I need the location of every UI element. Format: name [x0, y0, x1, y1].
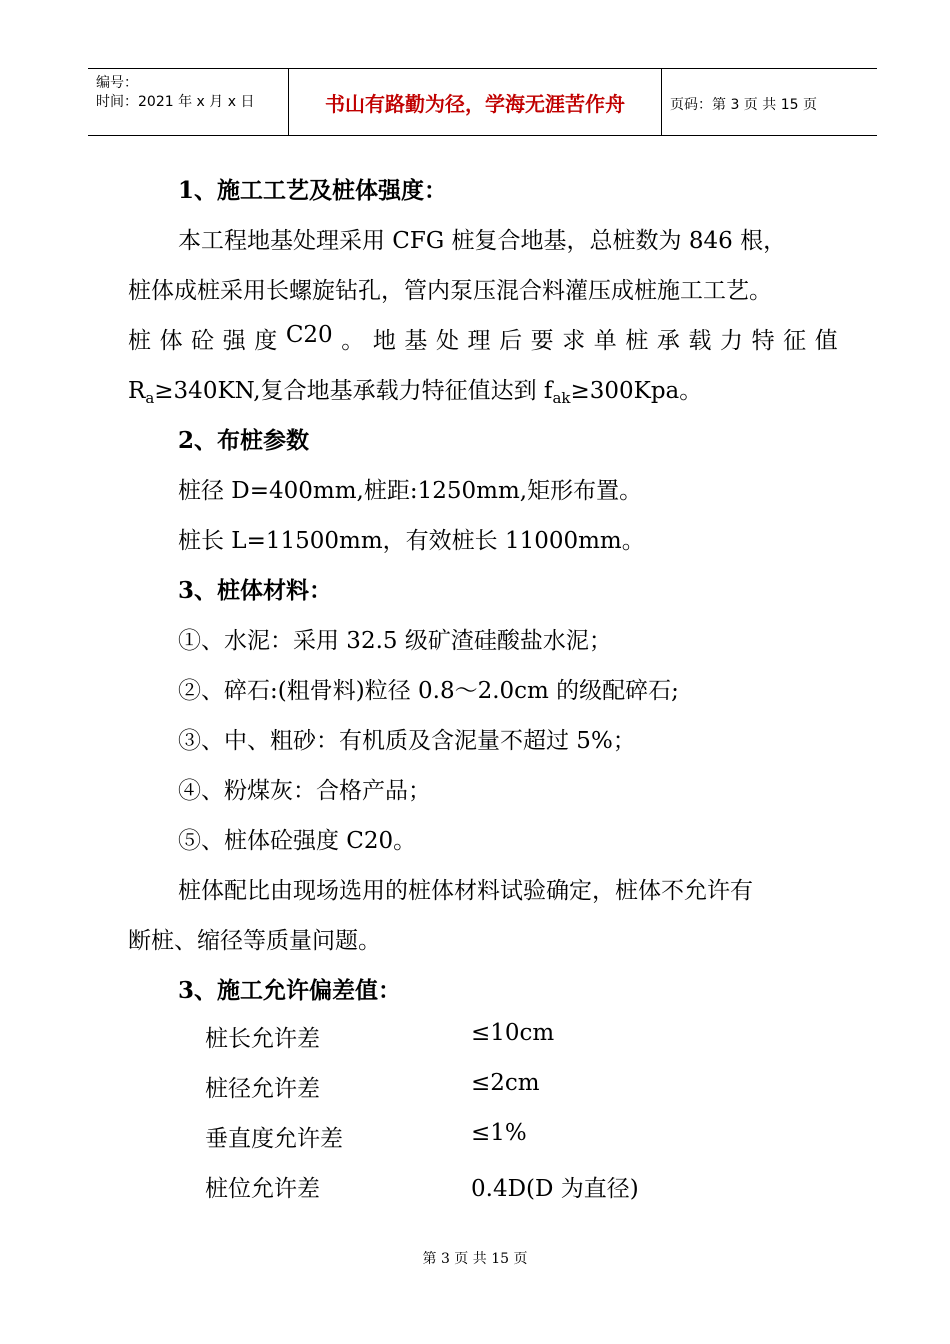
p1-line3-char: 值	[814, 328, 838, 354]
mix-paragraph-line-2: 断桩、缩径等质量问题。	[128, 928, 381, 954]
tolerance-value: ≤2cm	[471, 1070, 540, 1096]
p1-line3-char: 承	[656, 328, 680, 354]
pile-length-text: 桩长 L=11500mm，有效桩长 11000mm。	[178, 528, 645, 554]
p1-line3-char: 单	[593, 328, 617, 354]
line-4-end: ≥300Kpa。	[570, 378, 703, 404]
p1-line3-char: 度	[254, 328, 278, 354]
p1-line3-char: 桩	[128, 328, 151, 354]
header-top-rule	[88, 68, 877, 69]
ra-subscript: a	[145, 389, 155, 407]
header-motto: 书山有路勤为径，学海无涯苦作舟	[325, 92, 625, 116]
p1-line3-char: 理	[467, 328, 491, 354]
pile-diameter-text: 桩径 D=400mm,桩距:1250mm,矩形布置。	[178, 478, 643, 504]
p1-line3-char: 。	[341, 328, 365, 354]
paragraph-1-line-2: 桩体成桩采用长螺旋钻孔，管内泵压混合料灌压成桩施工工艺。	[128, 278, 772, 304]
tolerance-value: ≤1%	[471, 1120, 527, 1146]
tolerance-label: 垂直度允许差	[205, 1126, 343, 1152]
p1-line3-char: 处	[435, 328, 459, 354]
p1-line3-char: 强	[222, 328, 246, 354]
paragraph-1-line-4	[128, 372, 702, 407]
tolerance-value: 0.4D(D 为直径)	[471, 1176, 639, 1202]
p1-line3-char: 桩	[625, 328, 649, 354]
p1-line3-char: 要	[530, 328, 554, 354]
mix-paragraph-line-1: 桩体配比由现场选用的桩体材料试验确定，桩体不允许有	[178, 878, 753, 904]
p1-line3-char: C20	[285, 322, 333, 348]
paragraph-1-line-1: 本工程地基处理采用 CFG 桩复合地基，总桩数为 846 根，	[178, 228, 787, 254]
tolerance-label: 桩位允许差	[205, 1176, 320, 1202]
p1-line3-char: 力	[720, 328, 743, 354]
material-item: ③、中、粗砂：有机质及含泥量不超过 5%；	[178, 728, 636, 754]
fak-subscript: ak	[552, 389, 571, 407]
p1-line3-char: 地	[372, 328, 396, 354]
p1-line3-char: 载	[688, 328, 712, 354]
tolerance-value: ≤10cm	[471, 1020, 555, 1046]
header-divider-right	[661, 68, 662, 136]
header-bottom-rule	[88, 135, 877, 136]
line-4-middle: ≥340KN,复合地基承载力特征值达到 f	[154, 378, 553, 404]
section-heading-1: 1、施工工艺及桩体强度：	[178, 177, 448, 204]
tolerance-label: 桩长允许差	[205, 1026, 320, 1052]
p1-line3-char: 求	[562, 328, 586, 354]
section-heading-2: 2、布桩参数	[178, 427, 310, 454]
header-divider-left	[288, 68, 289, 136]
ra-symbol: R	[128, 378, 146, 404]
material-item: ⑤、桩体砼强度 C20。	[178, 828, 417, 854]
header-page-info: 页码：第 3 页 共 15 页	[670, 97, 817, 113]
p1-line3-char: 后	[499, 328, 523, 354]
page-footer: 第 3 页 共 15 页	[422, 1251, 528, 1267]
section-heading-3: 3、桩体材料：	[178, 577, 333, 604]
paragraph-1-line-3	[128, 322, 838, 355]
header-number-label: 编号：	[96, 75, 138, 91]
header-time-label: 时间：2021 年 x 月 x 日	[96, 94, 255, 110]
p1-line3-char: 基	[404, 328, 428, 354]
material-item: ②、碎石:(粗骨料)粒径 0.8～2.0cm 的级配碎石;	[178, 678, 679, 704]
p1-line3-char: 砼	[191, 328, 215, 354]
material-item: ④、粉煤灰：合格产品；	[178, 778, 431, 804]
p1-line3-char: 征	[783, 328, 807, 354]
p1-line3-char: 体	[159, 328, 183, 354]
p1-line3-char: 特	[751, 328, 775, 354]
material-item: ①、水泥：采用 32.5 级矿渣硅酸盐水泥；	[178, 628, 612, 654]
section-heading-4: 3、施工允许偏差值：	[178, 977, 402, 1004]
tolerance-label: 桩径允许差	[205, 1076, 320, 1102]
